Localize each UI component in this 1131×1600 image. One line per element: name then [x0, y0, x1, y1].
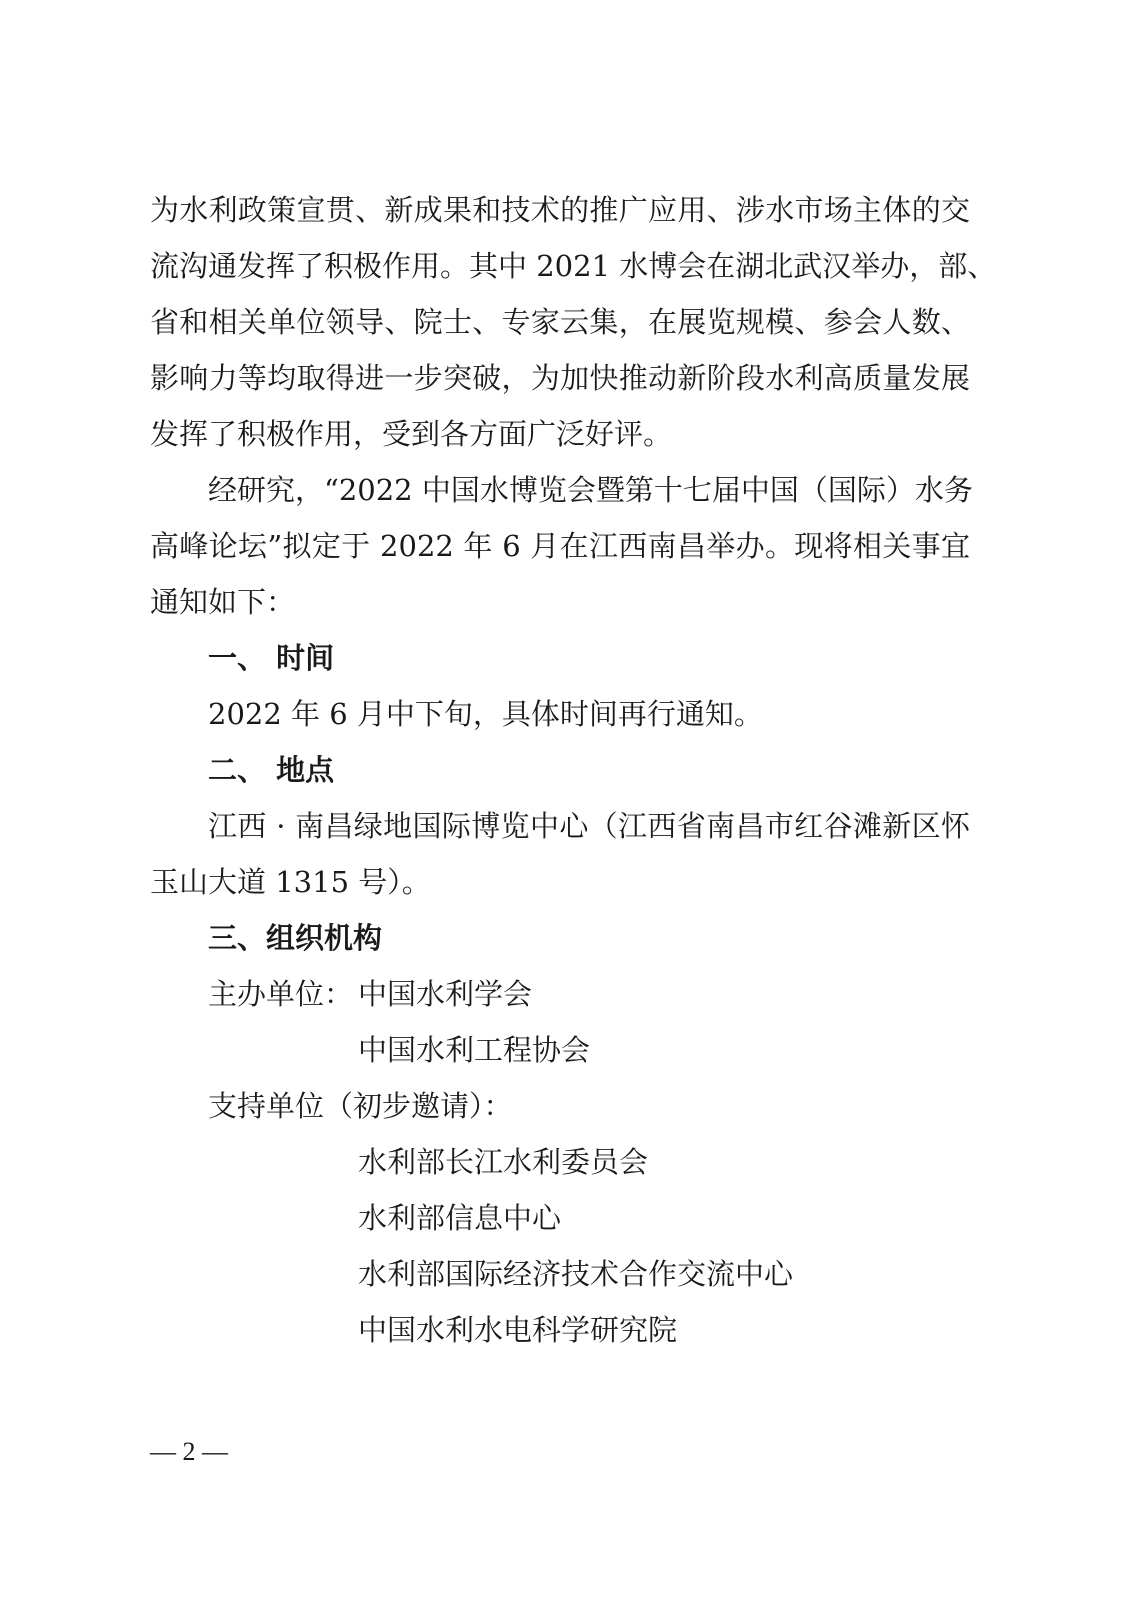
body-text-line: 发挥了积极作用，受到各方面广泛好评。 — [150, 417, 673, 451]
page-number: — 2 — — [150, 1437, 228, 1466]
organizer-label: 主办单位： — [208, 977, 354, 1011]
body-text-line: 影响力等均取得进一步突破，为加快推动新阶段水利高质量发展 — [150, 361, 970, 395]
supporter-item: 中国水利水电科学研究院 — [358, 1313, 678, 1347]
location-text-line: 玉山大道 1315 号）。 — [150, 865, 431, 899]
supporter-item: 水利部信息中心 — [358, 1201, 562, 1235]
supporter-item: 水利部国际经济技术合作交流中心 — [358, 1257, 794, 1291]
organizer-item: 中国水利学会 — [358, 977, 533, 1011]
organizer-item: 中国水利工程协会 — [358, 1033, 591, 1067]
location-text-line: 江西 · 南昌绿地国际博览中心（江西省南昌市红谷滩新区怀 — [208, 809, 970, 843]
section-heading-location: 二、 地点 — [208, 753, 335, 787]
section-heading-time: 一、 时间 — [208, 641, 335, 675]
supporter-item: 水利部长江水利委员会 — [358, 1145, 649, 1179]
time-text: 2022 年 6 月中下旬，具体时间再行通知。 — [208, 697, 763, 731]
supporter-label: 支持单位（初步邀请）： — [208, 1089, 513, 1123]
body-text-line: 流沟通发挥了积极作用。其中 2021 水博会在湖北武汉举办，部、 — [150, 249, 997, 283]
body-text-line: 通知如下： — [150, 585, 296, 619]
body-text-line: 省和相关单位领导、院士、专家云集，在展览规模、参会人数、 — [150, 305, 970, 339]
body-text-line: 经研究，“2022 中国水博览会暨第十七届中国（国际）水务 — [208, 473, 973, 507]
body-text-line: 为水利政策宣贯、新成果和技术的推广应用、涉水市场主体的交 — [150, 193, 970, 227]
body-text-line: 高峰论坛”拟定于 2022 年 6 月在江西南昌举办。现将相关事宜 — [150, 529, 970, 563]
section-heading-organization: 三、组织机构 — [208, 921, 383, 955]
